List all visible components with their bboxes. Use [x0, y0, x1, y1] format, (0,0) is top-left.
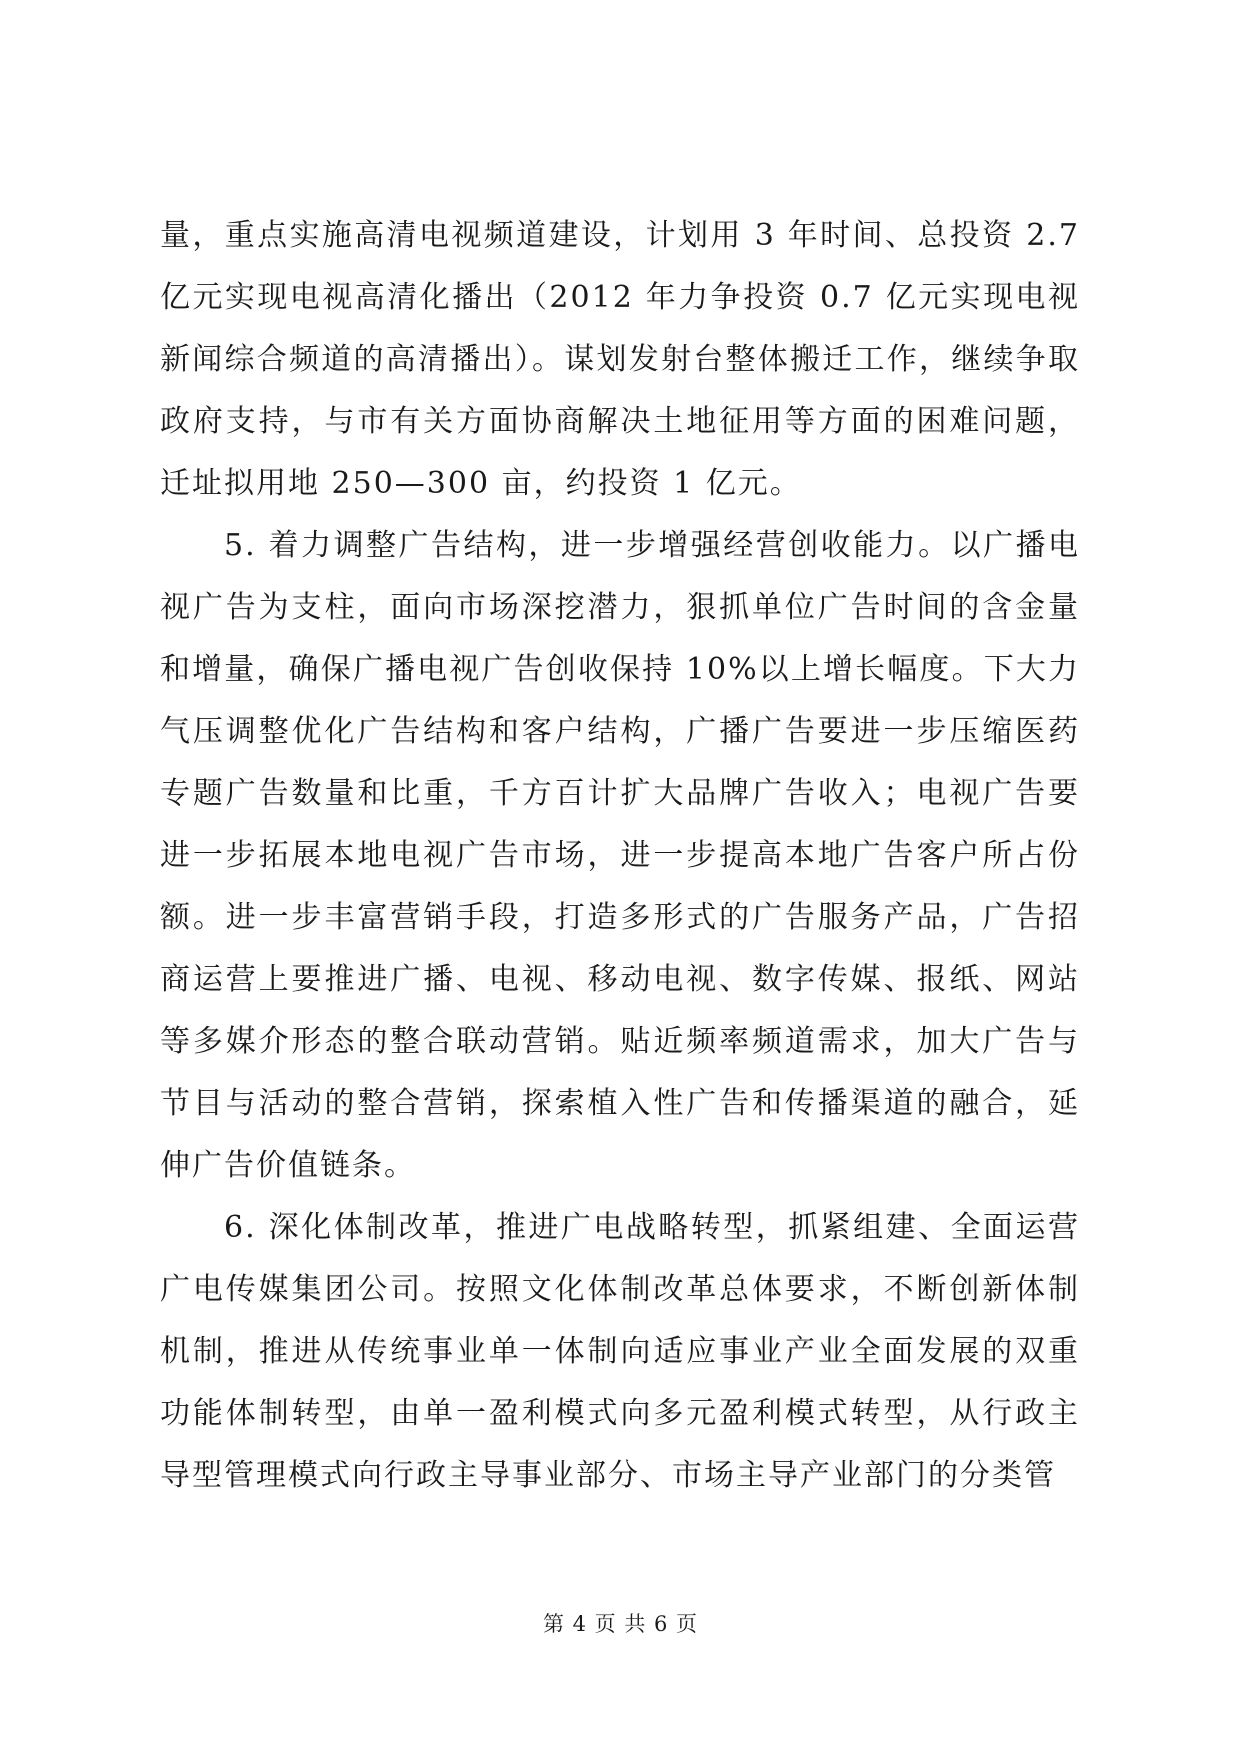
- paragraph-item-6: 6. 深化体制改革，推进广电战略转型，抓紧组建、全面运营广电传媒集团公司。按照文化体制改革总体要求，不断创新体制机制，推进从传统事业单一体制向适应事业产业全面发展的双重功能体制转型，由单一盈利模式向多元盈利模式转型，从行政主导型管理模式向行政主导事业部分、市场主导产业部门的分类管: [160, 1210, 1080, 1493]
- page-number-footer: 第 4 页 共 6 页: [542, 1612, 699, 1636]
- document-body: [160, 205, 1080, 1507]
- paragraph-continuation: 量，重点实施高清电视频道建设，计划用 3 年时间、总投资 2.7 亿元实现电视高清化播出（2012 年力争投资 0.7 亿元实现电视新闻综合频道的高清播出）。谋划发射台整体搬迁工作，继续争取政府支持，与市有关方面协商解决土地征用等方面的困难问题，迁址拟用地 250—300 亩，约投资 1 亿元。: [160, 218, 1080, 501]
- paragraph-item-5: 5. 着力调整广告结构，进一步增强经营创收能力。以广播电视广告为支柱，面向市场深挖潜力，狠抓单位广告时间的含金量和增量，确保广播电视广告创收保持 10%以上增长幅度。下大力气压调整优化广告结构和客户结构，广播广告要进一步压缩医药专题广告数量和比重，千方百计扩大品牌广告收入；电视广告要进一步拓展本地电视广告市场，进一步提高本地广告客户所占份额。进一步丰富营销手段，打造多形式的广告服务产品，广告招商运营上要推进广播、电视、移动电视、数字传媒、报纸、网站等多媒介形态的整合联动营销。贴近频率频道需求，加大广告与节目与活动的整合营销，探索植入性广告和传播渠道的融合，延伸广告价值链条。: [160, 528, 1080, 1183]
